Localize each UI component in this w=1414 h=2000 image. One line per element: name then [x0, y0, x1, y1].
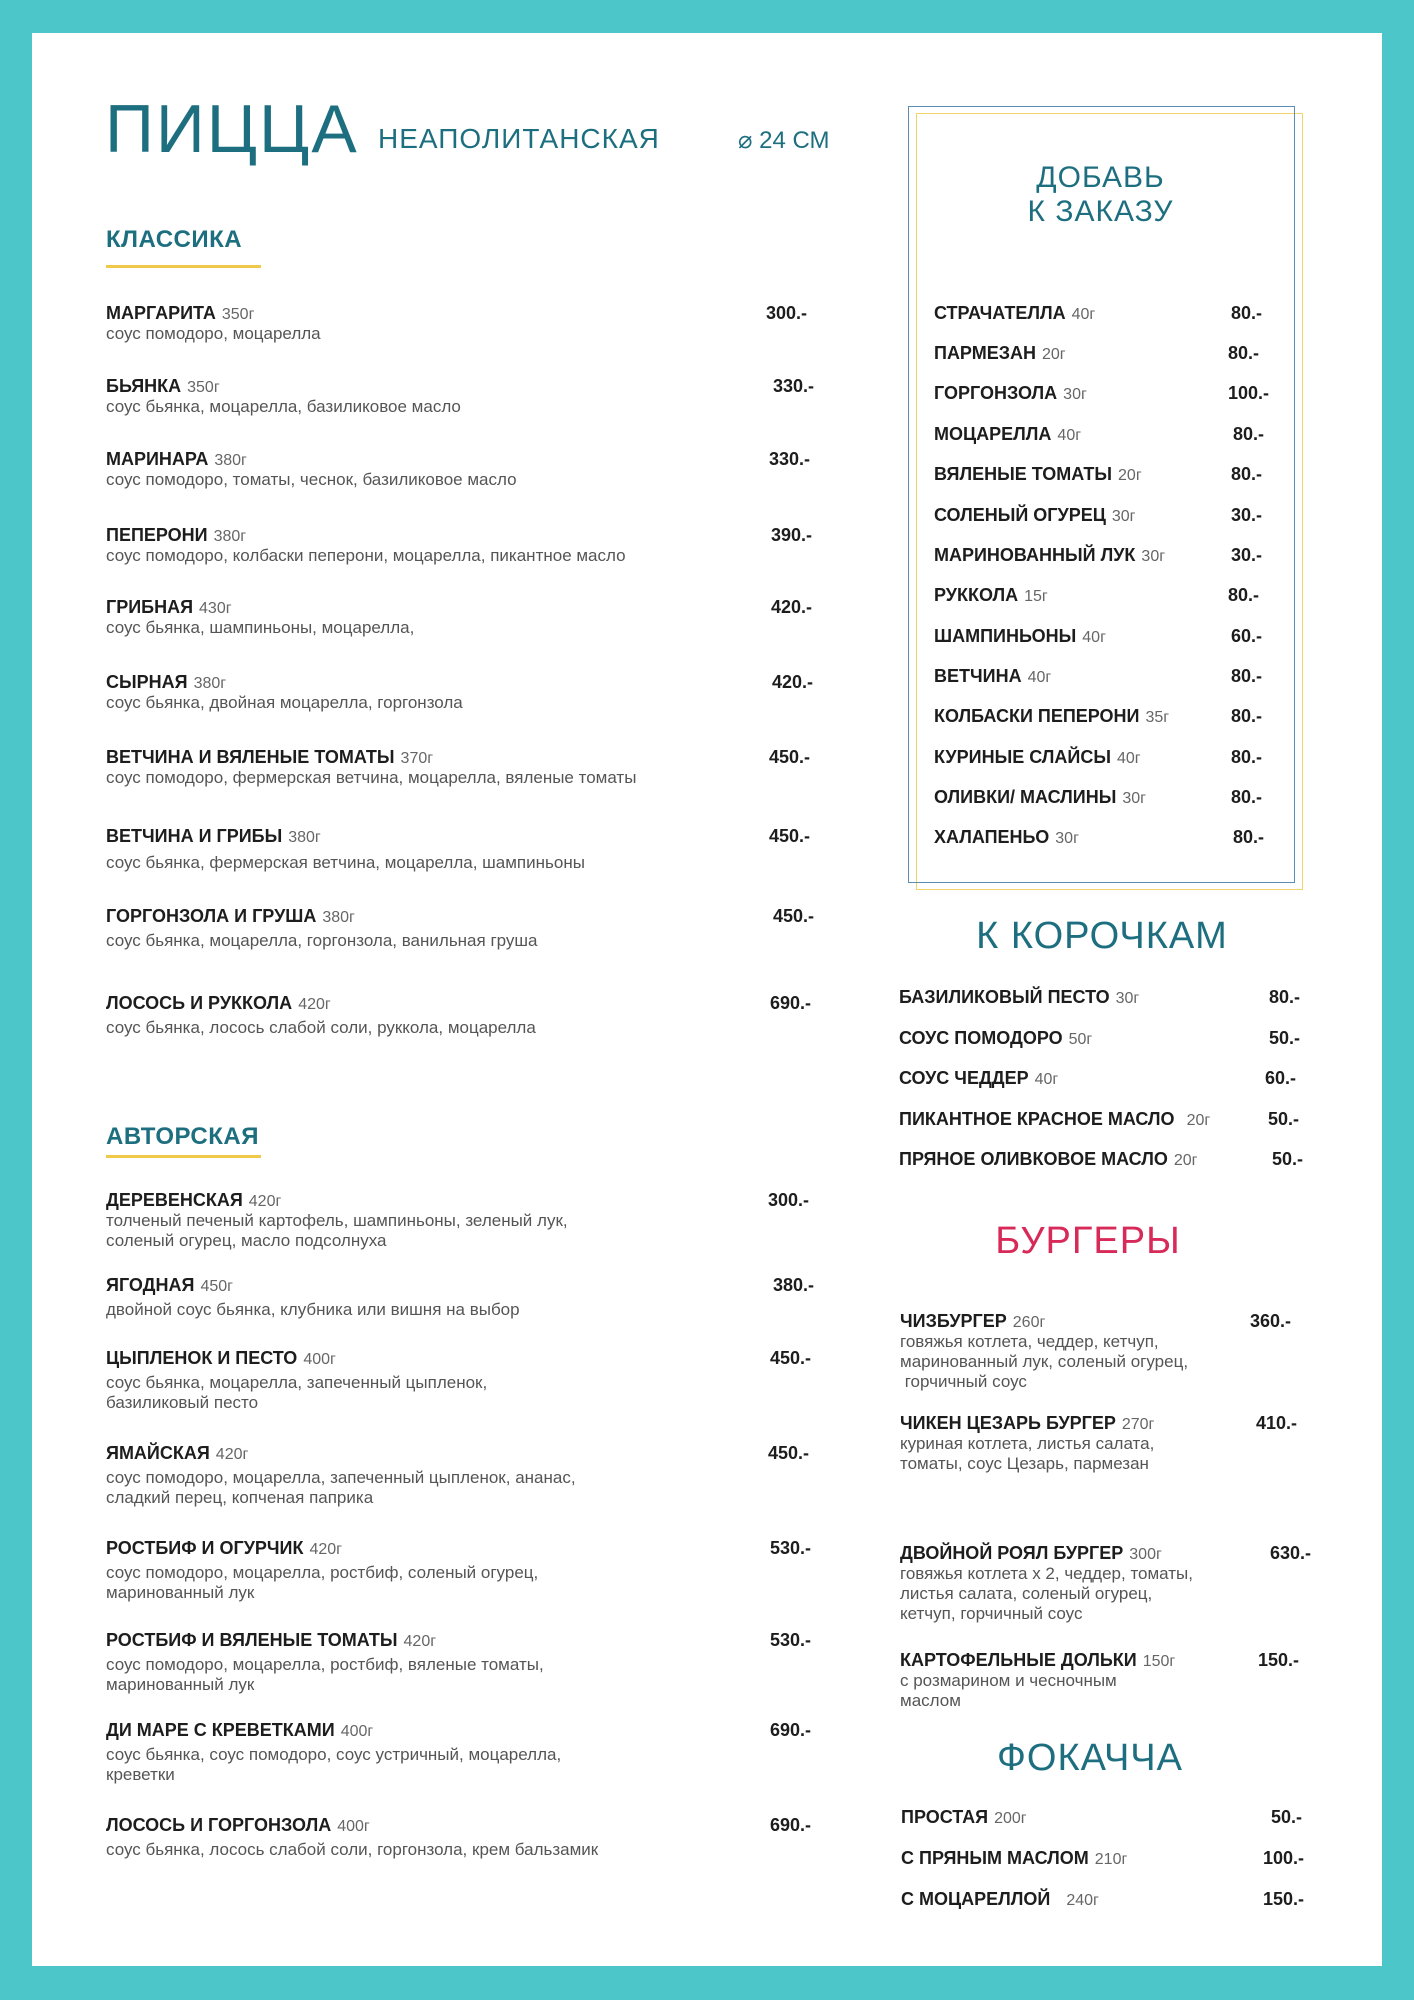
burger-item — [900, 1413, 1280, 1474]
classic-item — [106, 376, 666, 417]
crust-name: СОУС ПОМОДОРО — [899, 1028, 1063, 1048]
item-weight: 400г — [337, 1818, 370, 1835]
addon-item — [934, 464, 1142, 485]
item-desc: маринованный лук — [106, 1583, 255, 1602]
crust-price: 50.- — [1269, 1028, 1301, 1048]
item-name: ДЕРЕВЕНСКАЯ — [106, 1190, 243, 1210]
item-name: ГОРГОНЗОЛА И ГРУША — [106, 906, 317, 926]
addons-heading: ДОБАВЬ К ЗАКАЗУ — [1027, 161, 1174, 228]
item-desc: маринованный лук — [106, 1675, 255, 1694]
item-weight: 150г — [1142, 1653, 1176, 1670]
author-item — [106, 1348, 726, 1413]
item-price: 450.- — [769, 826, 811, 846]
addon-weight: 40г — [1116, 750, 1141, 767]
author-item — [106, 1720, 726, 1785]
author-item — [106, 1190, 726, 1251]
addon-item — [934, 706, 1169, 727]
item-price: 300.- — [768, 1190, 810, 1210]
classic-item — [106, 906, 726, 951]
item-name: ЦЫПЛЕНОК И ПЕСТО — [106, 1348, 298, 1368]
item-name: МАРГАРИТА — [106, 303, 216, 323]
item-weight: 420г — [403, 1633, 437, 1650]
crust-price: 80.- — [1269, 987, 1301, 1007]
item-desc: соус бьянка, шампиньоны, моцарелла, — [106, 618, 415, 637]
item-desc: говяжья котлета, чеддер, кетчуп, — [900, 1332, 1159, 1351]
item-weight: 420г — [309, 1541, 343, 1558]
crust-item — [899, 1149, 1197, 1170]
page-title: ПИЦЦА — [105, 91, 359, 167]
focaccia-price: 50.- — [1271, 1807, 1303, 1827]
item-weight: 350г — [221, 306, 255, 323]
addon-price: 80.- — [1231, 706, 1263, 726]
item-desc: соус бьянка, моцарелла, горгонзола, ванильная груша — [106, 931, 538, 950]
focaccia-name: ПРОСТАЯ — [901, 1807, 989, 1827]
addon-weight: 20г — [1041, 346, 1066, 363]
item-desc: соус помодоро, фермерская ветчина, моцарелла, вяленые томаты — [106, 768, 637, 787]
addon-weight: 30г — [1111, 508, 1136, 525]
classic-item — [106, 826, 726, 873]
item-desc: соус помодоро, томаты, чеснок, базиликовое масло — [106, 470, 517, 489]
item-desc: соус помодоро, колбаски пеперони, моцарелла, пикантное масло — [106, 546, 626, 565]
crust-weight: 20г — [1186, 1112, 1211, 1129]
addon-price: 80.- — [1233, 827, 1265, 847]
addon-price: 80.- — [1228, 343, 1260, 363]
item-name: ЛОСОСЬ И ГОРГОНЗОЛА — [106, 1815, 332, 1835]
crust-name: ПРЯНОЕ ОЛИВКОВОЕ МАСЛО — [899, 1149, 1168, 1169]
author-item — [106, 1275, 726, 1320]
item-name: МАРИНАРА — [106, 449, 209, 469]
classic-item — [106, 525, 666, 566]
item-name: ДИ МАРЕ С КРЕВЕТКАМИ — [106, 1720, 335, 1740]
classic-underline — [106, 265, 261, 268]
addon-price: 80.- — [1231, 464, 1263, 484]
classic-item — [106, 597, 666, 638]
addon-name: ВЯЛЕНЫЕ ТОМАТЫ — [934, 464, 1113, 484]
item-desc: соленый огурец, масло подсолнуха — [106, 1231, 387, 1250]
item-desc: кетчуп, горчичный соус — [900, 1604, 1083, 1623]
item-name: СЫРНАЯ — [106, 672, 188, 692]
addon-weight: 40г — [1071, 306, 1096, 323]
burger-item — [900, 1311, 1280, 1392]
item-name: ПЕПЕРОНИ — [106, 525, 208, 545]
author-item — [106, 1538, 726, 1603]
addon-name: МОЦАРЕЛЛА — [934, 424, 1052, 444]
item-price: 530.- — [770, 1538, 812, 1558]
item-price: 300.- — [766, 303, 808, 323]
crusts-heading: К КОРОЧКАМ — [976, 915, 1228, 957]
item-desc: соус помодоро, моцарелла, запеченный цыпленок, ананас, — [106, 1468, 576, 1487]
item-price: 630.- — [1270, 1543, 1312, 1563]
addon-name: ВЕТЧИНА — [934, 666, 1022, 686]
item-weight: 380г — [193, 675, 227, 692]
addon-price: 80.- — [1233, 424, 1265, 444]
crust-weight: 20г — [1173, 1152, 1198, 1169]
addon-weight: 35г — [1145, 709, 1170, 726]
addon-item — [934, 747, 1141, 768]
addon-weight: 40г — [1082, 629, 1106, 646]
focaccia-name: С ПРЯНЫМ МАСЛОМ — [901, 1848, 1089, 1868]
author-item — [106, 1630, 726, 1695]
item-desc: базиликовый песто — [106, 1393, 259, 1412]
item-desc: сладкий перец, копченая паприка — [106, 1488, 374, 1507]
item-weight: 260г — [1012, 1314, 1046, 1331]
addon-weight: 30г — [1141, 548, 1166, 565]
item-weight: 400г — [340, 1723, 374, 1740]
focaccia-name: С МОЦАРЕЛЛОЙ — [901, 1889, 1051, 1909]
addon-price: 60.- — [1231, 626, 1263, 646]
addon-name: СОЛЕНЫЙ ОГУРЕЦ — [934, 505, 1106, 525]
item-desc: соус бьянка, моцарелла, запеченный цыпленок, — [106, 1373, 488, 1392]
item-name: РОСТБИФ И ВЯЛЕНЫЕ ТОМАТЫ — [106, 1630, 398, 1650]
focaccia-item — [901, 1807, 1027, 1828]
addon-price: 80.- — [1231, 787, 1263, 807]
item-weight: 420г — [215, 1446, 249, 1463]
item-price: 150.- — [1258, 1650, 1300, 1670]
classic-item — [106, 993, 726, 1038]
item-name: ЛОСОСЬ И РУККОЛА — [106, 993, 293, 1013]
item-desc: соус бьянка, фермерская ветчина, моцарелла, шампиньоны — [106, 853, 585, 872]
addon-item — [934, 827, 1079, 848]
addon-price: 30.- — [1231, 545, 1263, 565]
crust-name: СОУС ЧЕДДЕР — [899, 1068, 1029, 1088]
item-desc: куриная котлета, листья салата, — [900, 1434, 1155, 1453]
item-price: 330.- — [769, 449, 811, 469]
focaccia-item — [901, 1889, 1099, 1910]
pizza-size: ⌀ 24 СМ — [738, 127, 830, 154]
addon-item — [934, 787, 1146, 808]
item-price: 690.- — [770, 993, 812, 1013]
page-subtitle: НЕАПОЛИТАНСКАЯ — [378, 123, 660, 154]
item-name: ВЕТЧИНА И ГРИБЫ — [106, 826, 283, 846]
classic-item — [106, 747, 726, 788]
addon-name: МАРИНОВАННЫЙ ЛУК — [934, 545, 1136, 565]
item-price: 380.- — [773, 1275, 815, 1295]
addon-item — [934, 424, 1081, 445]
focaccia-weight: 200г — [994, 1810, 1027, 1827]
addon-name: ПАРМЕЗАН — [934, 343, 1036, 363]
item-price: 390.- — [771, 525, 813, 545]
crust-price: 60.- — [1265, 1068, 1297, 1088]
item-name: ДВОЙНОЙ РОЯЛ БУРГЕР — [900, 1543, 1124, 1563]
item-desc: соус бьянка, двойная моцарелла, горгонзола — [106, 693, 463, 712]
classic-item — [106, 672, 666, 713]
item-weight: 380г — [288, 829, 321, 846]
item-price: 530.- — [770, 1630, 812, 1650]
addon-price: 80.- — [1231, 666, 1263, 686]
addon-price: 100.- — [1228, 383, 1270, 403]
item-name: ЧИКЕН ЦЕЗАРЬ БУРГЕР — [900, 1413, 1116, 1433]
addon-item — [934, 666, 1051, 687]
crust-weight: 40г — [1034, 1071, 1059, 1088]
item-weight: 420г — [298, 996, 331, 1013]
burger-item — [900, 1650, 1280, 1711]
focaccia-heading: ФОКАЧЧА — [997, 1737, 1183, 1779]
item-desc: говяжья котлета х 2, чеддер, томаты, — [900, 1564, 1193, 1583]
item-weight: 350г — [187, 379, 220, 396]
item-name: РОСТБИФ И ОГУРЧИК — [106, 1538, 304, 1558]
item-weight: 380г — [322, 909, 355, 926]
addon-price: 80.- — [1228, 585, 1260, 605]
addon-name: КУРИНЫЕ СЛАЙСЫ — [934, 747, 1111, 767]
item-name: КАРТОФЕЛЬНЫЕ ДОЛЬКИ — [900, 1650, 1137, 1670]
addon-item — [934, 343, 1066, 364]
crust-price: 50.- — [1268, 1109, 1300, 1129]
addon-price: 80.- — [1231, 747, 1263, 767]
addon-name: КОЛБАСКИ ПЕПЕРОНИ — [934, 706, 1140, 726]
addon-name: ОЛИВКИ/ МАСЛИНЫ — [934, 787, 1117, 807]
addon-name: ГОРГОНЗОЛА — [934, 383, 1058, 403]
item-price: 360.- — [1250, 1311, 1292, 1331]
crust-item — [899, 987, 1139, 1008]
item-price: 690.- — [770, 1720, 812, 1740]
addon-name: ШАМПИНЬОНЫ — [934, 626, 1077, 646]
item-desc: соус помодоро, моцарелла, ростбиф, вяленые томаты, — [106, 1655, 544, 1674]
item-desc: соус помодоро, моцарелла — [106, 324, 321, 343]
addon-weight: 30г — [1055, 830, 1079, 847]
addon-weight: 40г — [1057, 427, 1082, 444]
item-name: ЧИЗБУРГЕР — [900, 1311, 1007, 1331]
addon-price: 30.- — [1231, 505, 1263, 525]
item-weight: 420г — [248, 1193, 282, 1210]
classic-heading: КЛАССИКА — [106, 226, 243, 253]
author-underline — [106, 1155, 261, 1158]
item-desc: соус помодоро, моцарелла, ростбиф, соленый огурец, — [106, 1563, 539, 1582]
focaccia-weight: 240г — [1066, 1892, 1099, 1909]
item-desc: соус бьянка, моцарелла, базиликовое масло — [106, 397, 461, 416]
addon-name: СТРАЧАТЕЛЛА — [934, 303, 1066, 323]
item-name: ЯМАЙСКАЯ — [106, 1443, 210, 1463]
item-desc: маслом — [900, 1691, 961, 1710]
author-item — [106, 1443, 726, 1508]
crust-name: ПИКАНТНОЕ КРАСНОЕ МАСЛО — [899, 1109, 1175, 1129]
crust-weight: 30г — [1115, 990, 1140, 1007]
focaccia-weight: 210г — [1094, 1851, 1128, 1868]
item-price: 420.- — [771, 597, 813, 617]
classic-item — [106, 303, 666, 344]
item-desc: соус бьянка, соус помодоро, соус устричный, моцарелла, — [106, 1745, 562, 1764]
item-desc: томаты, соус Цезарь, пармезан — [900, 1454, 1149, 1473]
item-name: ГРИБНАЯ — [106, 597, 194, 617]
item-weight: 450г — [200, 1278, 233, 1295]
addon-item — [934, 585, 1048, 606]
crust-name: БАЗИЛИКОВЫЙ ПЕСТО — [899, 987, 1110, 1007]
addon-weight: 15г — [1024, 588, 1048, 605]
crust-item — [899, 1109, 1210, 1130]
addon-weight: 30г — [1063, 386, 1087, 403]
classic-item — [106, 449, 666, 490]
item-price: 450.- — [769, 747, 811, 767]
item-desc: двойной соус бьянка, клубника или вишня на выбор — [106, 1300, 520, 1319]
menu-page — [32, 33, 1382, 1966]
addon-item — [934, 383, 1087, 404]
crust-item — [899, 1068, 1058, 1089]
focaccia-price: 150.- — [1263, 1889, 1305, 1909]
focaccia-price: 100.- — [1263, 1848, 1305, 1868]
addon-item — [934, 505, 1136, 526]
item-desc: соус бьянка, лосось слабой соли, руккола, моцарелла — [106, 1018, 536, 1037]
crust-item — [899, 1028, 1092, 1049]
item-desc: креветки — [106, 1765, 175, 1784]
item-desc: толченый печеный картофель, шампиньоны, зеленый лук, — [106, 1211, 568, 1230]
item-price: 450.- — [768, 1443, 810, 1463]
burgers-heading: БУРГЕРЫ — [995, 1220, 1181, 1262]
item-price: 330.- — [773, 376, 815, 396]
author-heading: АВТОРСКАЯ — [106, 1123, 259, 1150]
item-price: 450.- — [770, 1348, 812, 1368]
item-weight: 380г — [214, 452, 247, 469]
item-price: 690.- — [770, 1815, 812, 1835]
author-item — [106, 1815, 766, 1860]
item-name: БЬЯНКА — [106, 376, 182, 396]
item-desc: горчичный соус — [900, 1372, 1027, 1391]
burger-item — [900, 1543, 1280, 1624]
addon-name: ХАЛАПЕНЬО — [934, 827, 1050, 847]
addon-item — [934, 545, 1165, 566]
item-desc: листья салата, соленый огурец, — [900, 1584, 1153, 1603]
item-weight: 400г — [303, 1351, 336, 1368]
crust-price: 50.- — [1272, 1149, 1304, 1169]
addon-item — [934, 303, 1095, 324]
item-weight: 370г — [400, 750, 434, 767]
addon-weight: 30г — [1122, 790, 1146, 807]
item-price: 410.- — [1256, 1413, 1298, 1433]
item-price: 450.- — [773, 906, 815, 926]
addon-weight: 20г — [1118, 467, 1142, 484]
crust-weight: 50г — [1068, 1031, 1093, 1048]
item-desc: соус бьянка, лосось слабой соли, горгонзола, крем бальзамик — [106, 1840, 599, 1859]
item-weight: 300г — [1129, 1546, 1162, 1563]
item-weight: 270г — [1121, 1416, 1155, 1433]
item-name: ВЕТЧИНА И ВЯЛЕНЫЕ ТОМАТЫ — [106, 747, 395, 767]
addon-item — [934, 626, 1106, 647]
item-desc: маринованный лук, соленый огурец, — [900, 1352, 1189, 1371]
addon-name: РУККОЛА — [934, 585, 1019, 605]
addon-weight: 40г — [1027, 669, 1052, 686]
item-price: 420.- — [772, 672, 814, 692]
item-name: ЯГОДНАЯ — [106, 1275, 195, 1295]
item-weight: 380г — [213, 528, 247, 545]
item-weight: 430г — [199, 600, 232, 617]
item-desc: с розмарином и чесночным — [900, 1671, 1117, 1690]
focaccia-item — [901, 1848, 1127, 1869]
addon-price: 80.- — [1231, 303, 1263, 323]
